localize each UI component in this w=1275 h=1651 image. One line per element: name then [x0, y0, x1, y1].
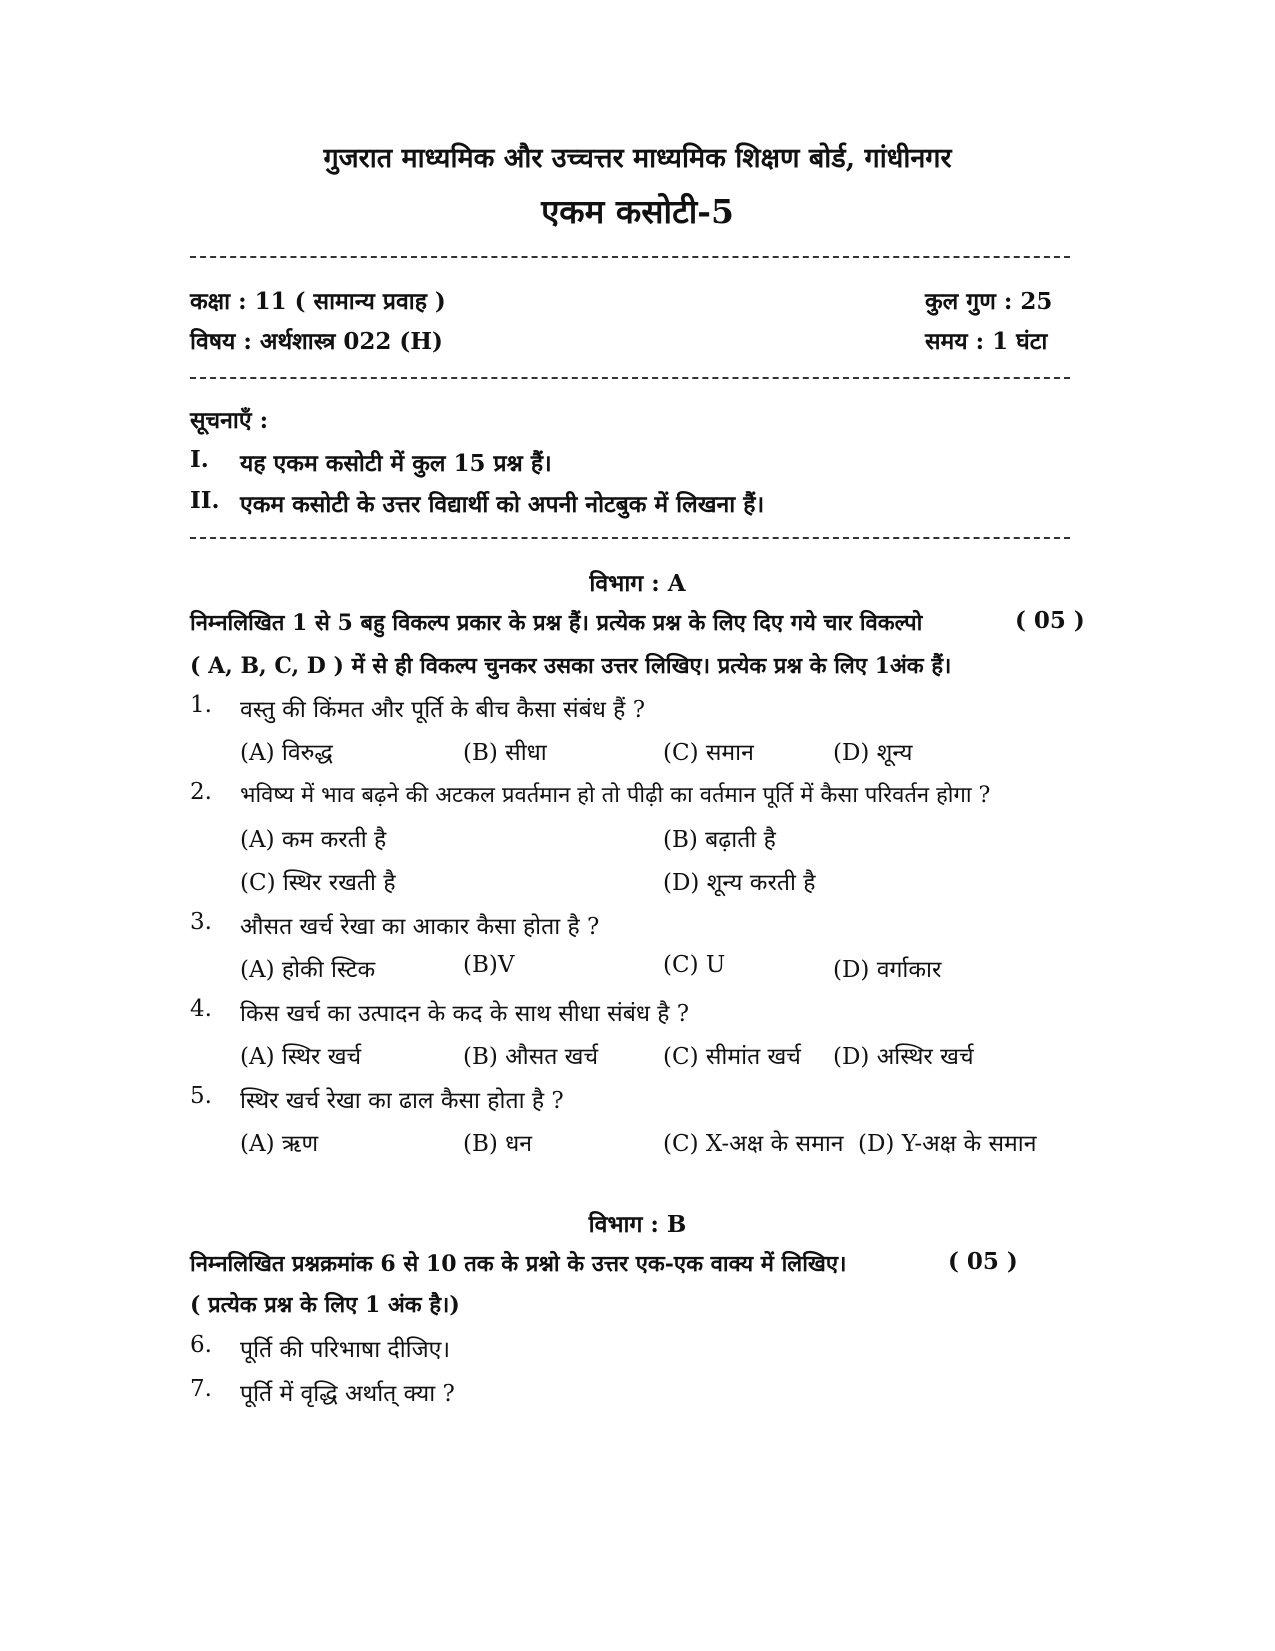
option-a: (A) होकी स्टिक — [240, 957, 376, 983]
question-text: भविष्य में भाव बढ़ने की अटकल प्रवर्तमान हो तो पीढ़ी का वर्तमान पूर्ति में कैसा परिवर्तन होगा ? — [240, 783, 991, 808]
option-c: (C) स्थिर रखती है — [240, 870, 396, 896]
instructions-heading: सूचनाएँ : — [190, 407, 269, 434]
divider — [190, 256, 1070, 258]
total-marks: कुल गुण : 25 — [925, 288, 1053, 315]
instruction-text: एकम कसोटी के उत्तर विद्यार्थी को अपनी नोटबुक में लिखना हैं। — [240, 491, 765, 518]
section-b-intro: ( प्रत्येक प्रश्न के लिए 1 अंक है।) — [190, 1292, 460, 1318]
section-a-intro: निम्नलिखित 1 से 5 बहु विकल्प प्रकार के प्रश्न हैं। प्रत्येक प्रश्न के लिए दिए गये चार विकल्पो — [190, 610, 923, 636]
board-name: गुजरात माध्यमिक और उच्चत्तर माध्यमिक शिक्षण बोर्ड, गांधीनगर — [323, 143, 952, 174]
option-b: (B) बढ़ाती है — [663, 827, 776, 853]
section-a-marks: ( 05 ) — [1015, 607, 1085, 634]
question-text: किस खर्च का उत्पादन के कद के साथ सीधा संबंध है ? — [240, 1001, 690, 1027]
option-b: (B) औसत खर्च — [463, 1044, 599, 1070]
option-d: (D) शून्य करती है — [663, 870, 816, 896]
instruction-number: I. — [190, 446, 209, 473]
question-text: वस्तु की किंमत और पूर्ति के बीच कैसा संबंध हैं ? — [240, 697, 646, 723]
option-a: (A) ऋण — [240, 1131, 319, 1157]
section-b-heading: विभाग : B — [588, 1211, 687, 1238]
option-b: (B) धन — [463, 1131, 533, 1157]
question-text: औसत खर्च रेखा का आकार कैसा होता है ? — [240, 914, 600, 940]
option-b: (B)V — [463, 952, 515, 978]
section-b-marks: ( 05 ) — [948, 1248, 1018, 1275]
section-a-heading: विभाग : A — [589, 570, 686, 597]
instruction-number: II. — [190, 487, 220, 514]
option-a: (A) स्थिर खर्च — [240, 1044, 362, 1070]
question-text: पूर्ति में वृद्धि अर्थात् क्या ? — [240, 1381, 455, 1407]
question-number: 3. — [190, 909, 212, 935]
option-a: (A) विरुद्ध — [240, 740, 333, 766]
question-text: पूर्ति की परिभाषा दीजिए। — [240, 1337, 451, 1363]
question-number: 5. — [190, 1083, 212, 1109]
question-number: 2. — [190, 779, 212, 805]
question-number: 1. — [190, 692, 212, 718]
test-title: एकम कसोटी-5 — [541, 192, 734, 231]
option-d: (D) Y-अक्ष के समान — [858, 1131, 1037, 1157]
option-c: (C) सीमांत खर्च — [663, 1044, 801, 1070]
class-label: कक्षा : 11 ( सामान्य प्रवाह ) — [190, 288, 446, 315]
option-c: (C) X-अक्ष के समान — [663, 1131, 844, 1157]
divider — [190, 537, 1070, 539]
time-label: समय : 1 घंटा — [925, 328, 1048, 355]
option-d: (D) शून्य — [833, 740, 913, 766]
divider — [190, 377, 1070, 379]
instruction-text: यह एकम कसोटी में कुल 15 प्रश्न हैं। — [240, 450, 552, 477]
option-c: (C) U — [663, 952, 726, 978]
section-a-intro: ( A, B, C, D ) में से ही विकल्प चुनकर उसका उत्तर लिखिए। प्रत्येक प्रश्न के लिए 1अंक हैं। — [190, 653, 952, 679]
option-a: (A) कम करती है — [240, 827, 387, 853]
option-d: (D) अस्थिर खर्च — [833, 1044, 974, 1070]
option-c: (C) समान — [663, 740, 754, 766]
option-b: (B) सीधा — [463, 740, 547, 766]
question-number: 6. — [190, 1332, 212, 1358]
option-d: (D) वर्गाकार — [833, 957, 942, 983]
question-number: 4. — [190, 996, 212, 1022]
section-b-intro: निम्नलिखित प्रश्नक्रमांक 6 से 10 तक के प्रश्नो के उत्तर एक-एक वाक्य में लिखिए। — [190, 1251, 847, 1277]
subject-label: विषय : अर्थशास्त्र 022 (H) — [190, 328, 443, 355]
question-number: 7. — [190, 1376, 212, 1402]
question-text: स्थिर खर्च रेखा का ढाल कैसा होता है ? — [240, 1088, 564, 1114]
